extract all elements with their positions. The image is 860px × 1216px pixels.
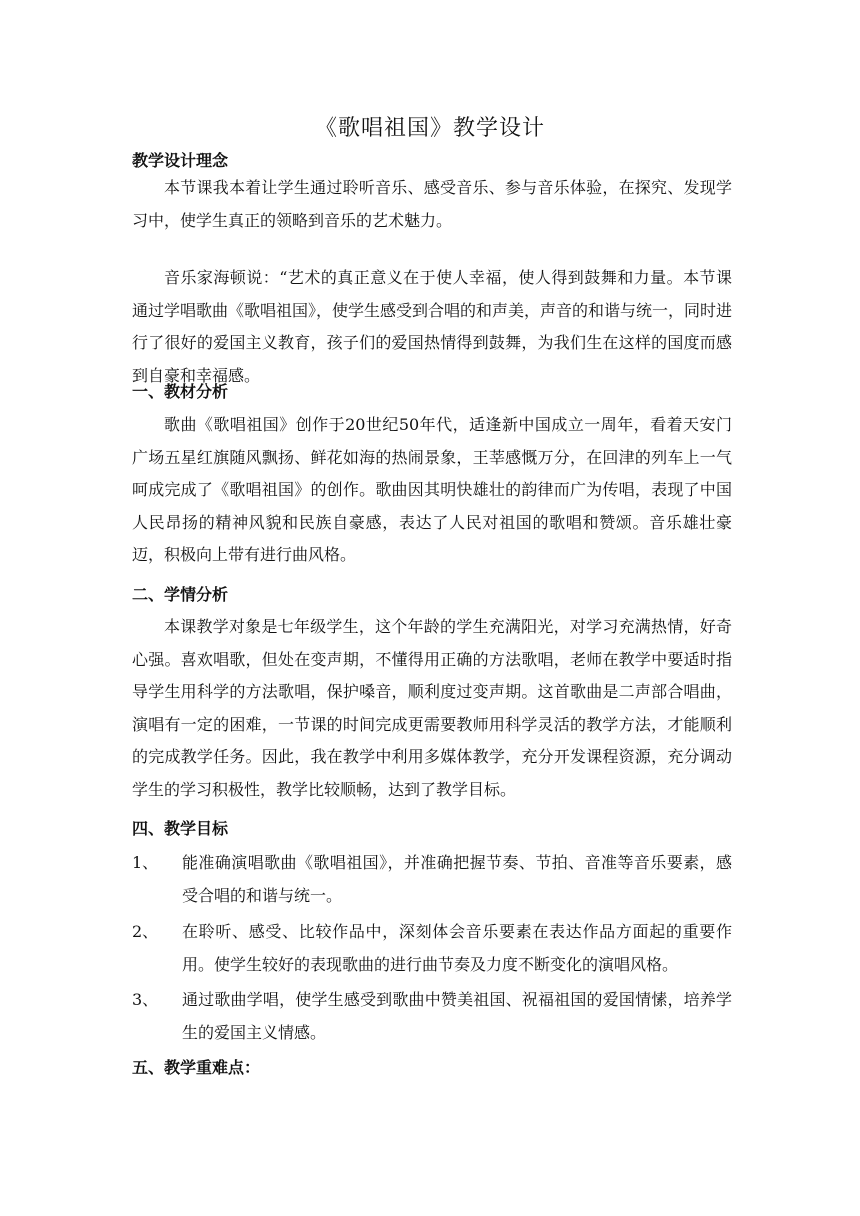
document-title: 《歌唱祖国》教学设计	[314, 116, 545, 141]
objective-text: 在聆听、感受、比较作品中，深刻体会音乐要素在表达作品方面起的重要作用。使学生较好的表现歌曲的进行曲节奏及力度不断变化的演唱风格。	[182, 922, 732, 974]
heading-design-concept: 教学设计理念	[132, 151, 229, 170]
objective-item-3	[132, 983, 732, 1049]
heading-material-analysis: 一、教材分析	[132, 382, 229, 401]
objective-item-2	[132, 915, 732, 981]
paragraph-design-concept-1: 本节课我本着让学生通过聆听音乐、感受音乐、参与音乐体验，在探究、发现学习中，使学生真正的领略到音乐的艺术魅力。	[132, 178, 732, 230]
heading-key-points: 五、教学重难点：	[132, 1058, 261, 1077]
paragraph-student-analysis: 本课教学对象是七年级学生，这个年龄的学生充满阳光，对学习充满热情，好奇心强。喜欢唱歌，但处在变声期，不懂得用正确的方法歌唱，老师在教学中要适时指导学生用科学的方法歌唱，保护嗓音，顺利度过变声期。这首歌曲是二声部合唱曲，演唱有一定的困难，一节课的时间完成更需要教师用科学灵活的教学方法，才能顺利的完成教学任务。因此，我在教学中利用多媒体教学，充分开发课程资源，充分调动学生的学习积极性，教学比较顺畅，达到了教学目标。	[132, 617, 732, 799]
heading-objectives: 四、教学目标	[132, 819, 229, 838]
paragraph-material-analysis: 歌曲《歌唱祖国》创作于20世纪50年代，适逢新中国成立一周年，看着天安门广场五星红旗随风飘扬、鲜花如海的热闹景象，王莘感慨万分，在回津的列车上一气呵成完成了《歌唱祖国》的创作。歌曲因其明快雄壮的韵律而广为传唱，表现了中国人民昂扬的精神风貌和民族自豪感，表达了人民对祖国的歌唱和赞颂。音乐雄壮豪迈，积极向上带有进行曲风格。	[132, 415, 732, 564]
objective-number: 2、	[132, 922, 159, 941]
objective-item-1	[132, 846, 732, 912]
objective-text: 通过歌曲学唱，使学生感受到歌曲中赞美祖国、祝福祖国的爱国情愫，培养学生的爱国主义情感。	[182, 990, 732, 1042]
heading-student-analysis: 二、学情分析	[132, 585, 229, 604]
objective-text: 能准确演唱歌曲《歌唱祖国》，并准确把握节奏、节拍、音准等音乐要素，感受合唱的和谐与统一。	[182, 853, 732, 905]
objective-number: 3、	[132, 990, 159, 1009]
objective-number: 1、	[132, 853, 159, 872]
paragraph-design-concept-2: 音乐家海顿说：“艺术的真正意义在于使人幸福，使人得到鼓舞和力量。本节课通过学唱歌曲《歌唱祖国》，使学生感受到合唱的和声美，声音的和谐与统一，同时进行了很好的爱国主义教育，孩子们的爱国热情得到鼓舞，为我们生在这样的国度而感到自豪和幸福感。	[132, 268, 733, 385]
